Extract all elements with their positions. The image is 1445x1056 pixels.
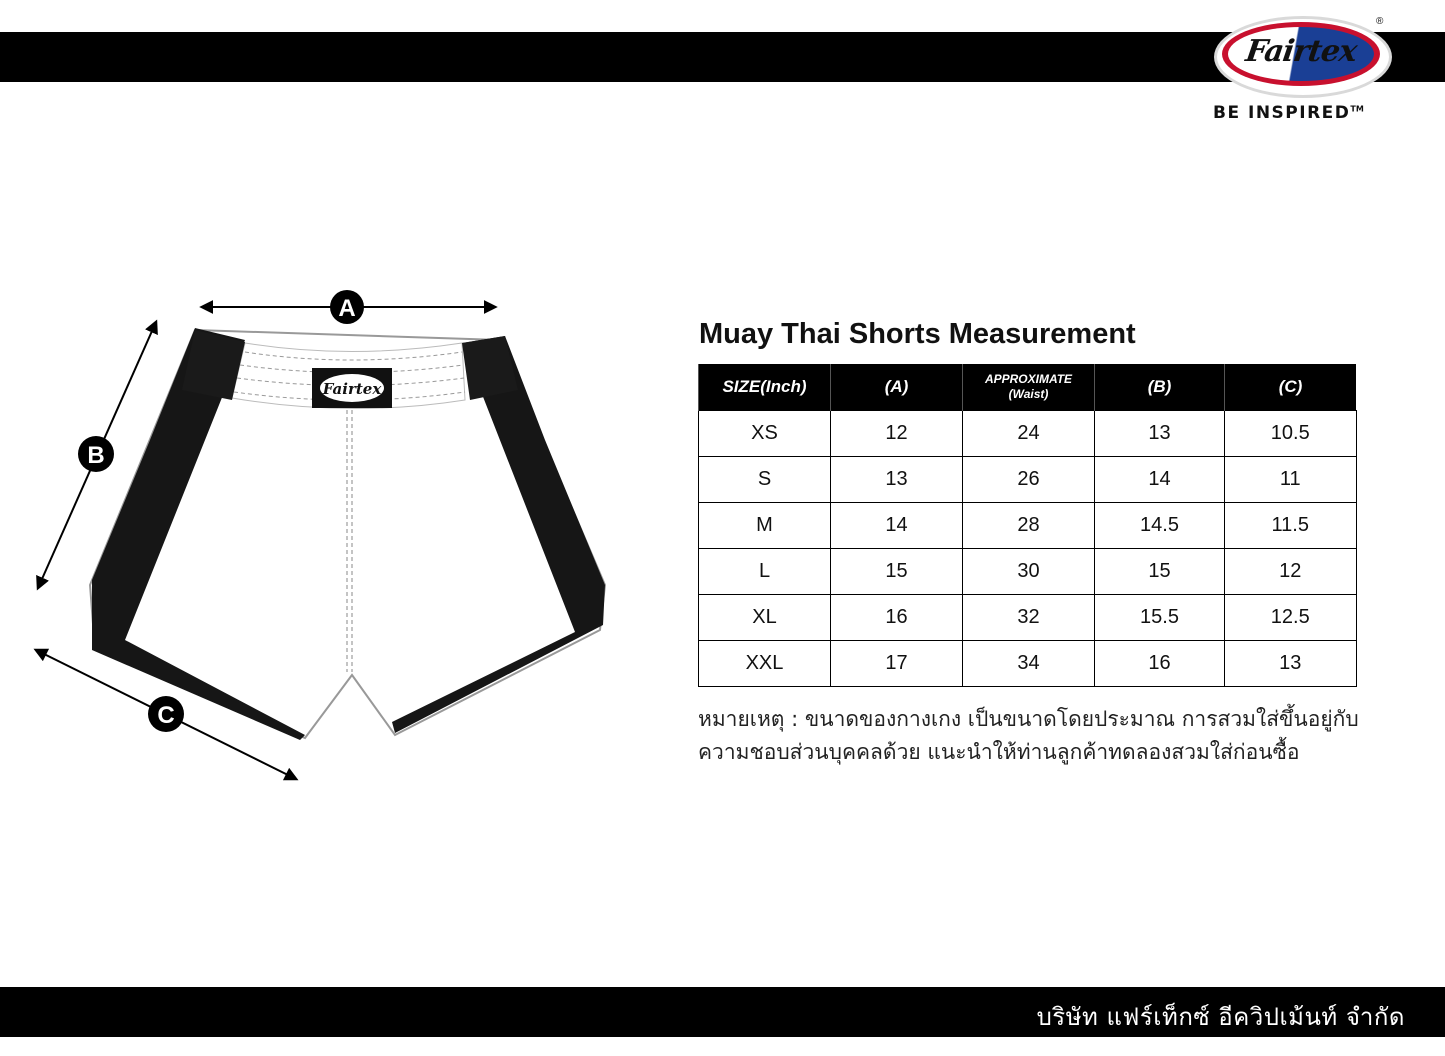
table-row [699,457,1357,503]
cell-c: 12 [1225,549,1357,595]
footer-company-name: บริษัท แฟร์เท็กซ์ อีควิปเม้นท์ จำกัด [1036,1003,1405,1031]
header-size: SIZE(Inch) [699,364,831,411]
table-title: Muay Thai Shorts Measurement [699,318,1136,350]
cell-size: M [699,503,831,549]
header-b: (B) [1095,364,1225,411]
shorts-measurement-diagram [0,280,640,800]
cell-b: 15.5 [1095,595,1225,641]
thai-sizing-note [698,703,1378,769]
waistband-badge-text: Fairtex [322,380,382,398]
cell-a: 13 [831,457,963,503]
trademark-mark: TM [1350,104,1364,114]
cell-b: 16 [1095,641,1225,687]
cell-waist: 34 [963,641,1095,687]
cell-a: 17 [831,641,963,687]
size-chart-table [698,364,1357,687]
header-approx-waist: APPROXIMATE (Waist) [963,364,1095,411]
cell-waist: 26 [963,457,1095,503]
cell-waist: 32 [963,595,1095,641]
note-line-1: หมายเหตุ : ขนาดของกางเกง เป็นขนาดโดยประมาณ การสวมใส่ขึ้นอยู่กับ [698,707,1359,731]
logo-wordmark: Fairtex [1243,34,1359,69]
table-row [699,411,1357,457]
cell-c: 13 [1225,641,1357,687]
cell-c: 11.5 [1225,503,1357,549]
cell-a: 14 [831,503,963,549]
table-header-row [699,364,1357,411]
table-row [699,595,1357,641]
cell-a: 15 [831,549,963,595]
cell-size: XS [699,411,831,457]
dimension-a-label: A [338,295,356,322]
cell-c: 10.5 [1225,411,1357,457]
cell-b: 13 [1095,411,1225,457]
cell-size: S [699,457,831,503]
cell-a: 12 [831,411,963,457]
cell-a: 16 [831,595,963,641]
dimension-c-label: C [157,702,175,729]
fairtex-logo [1210,10,1390,96]
table-row [699,549,1357,595]
cell-size: L [699,549,831,595]
shorts-illustration [90,328,605,740]
cell-c: 12.5 [1225,595,1357,641]
cell-c: 11 [1225,457,1357,503]
table-row [699,503,1357,549]
header-a: (A) [831,364,963,411]
table-row [699,641,1357,687]
cell-size: XXL [699,641,831,687]
cell-b: 14.5 [1095,503,1225,549]
cell-waist: 28 [963,503,1095,549]
cell-waist: 30 [963,549,1095,595]
header-c: (C) [1225,364,1357,411]
cell-b: 14 [1095,457,1225,503]
registered-mark: ® [1376,16,1384,27]
brand-tagline: BE INSPIRED™ [1213,103,1364,123]
cell-size: XL [699,595,831,641]
dimension-b-label: B [87,442,105,469]
note-line-2: ความชอบส่วนบุคคลด้วย แนะนำให้ท่านลูกค้าทดลองสวมใส่ก่อนซื้อ [698,740,1300,764]
cell-b: 15 [1095,549,1225,595]
cell-waist: 24 [963,411,1095,457]
